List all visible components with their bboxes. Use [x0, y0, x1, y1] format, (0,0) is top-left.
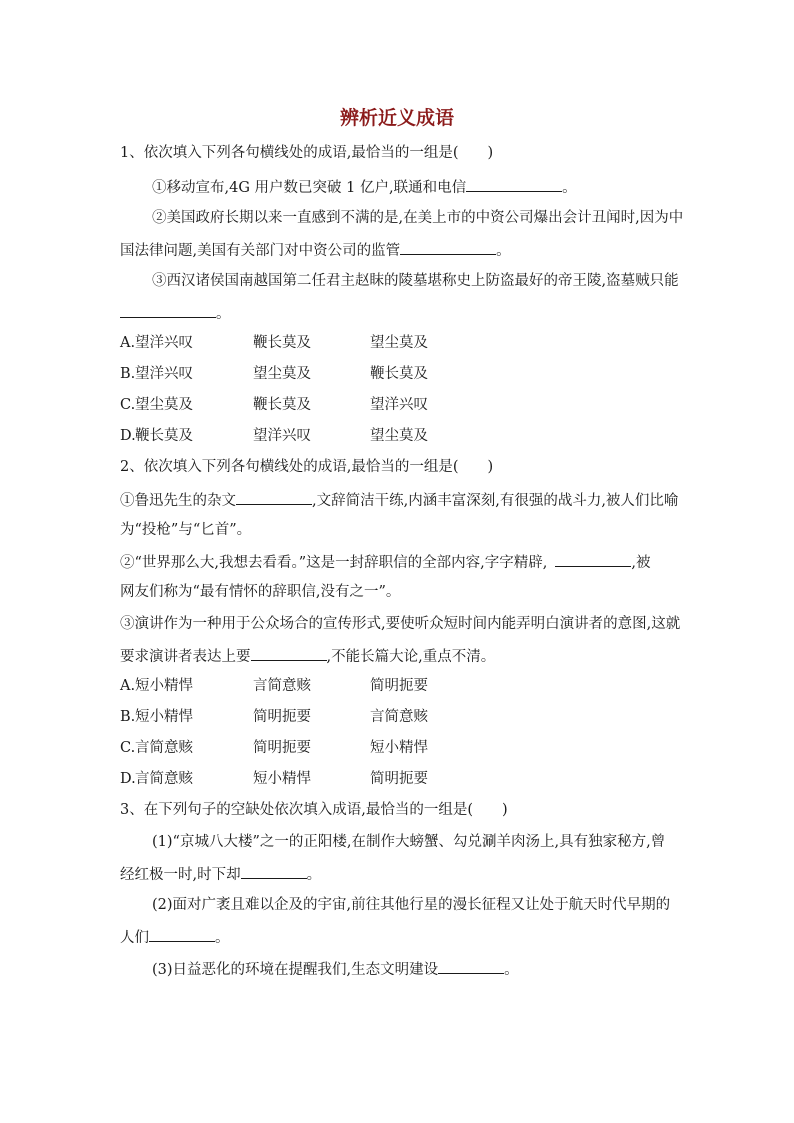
question-1-stem: 1、依次填入下列各句横线处的成语,最恰当的一组是( ) — [120, 145, 494, 161]
option-idiom-2: 鞭长莫及 — [253, 397, 311, 413]
option-label: A. — [120, 678, 136, 694]
option-label: B. — [120, 366, 136, 382]
q2-s3-blank — [251, 644, 327, 661]
option-label: A. — [120, 335, 136, 351]
q3-s2-text: 人们 — [120, 930, 149, 946]
option-idiom-2: 望洋兴叹 — [253, 428, 311, 444]
q2-s2-text: ②“世界那么大,我想去看看。”这是一封辞职信的全部内容,字字精辟, — [120, 555, 548, 571]
q3-s2-blank — [149, 925, 215, 942]
q2-sentence-1-line-1 — [120, 488, 678, 512]
q2-s2-rest: ,被 — [631, 555, 651, 571]
q3-sentence-1-line-2 — [120, 862, 321, 886]
q2-sentence-2-line-2: 网友们称为“最有情怀的辞职信,没有之一”。 — [120, 584, 401, 600]
q2-sentence-3-line-1: ③演讲作为一种用于公众场合的宣传形式,要使听众短时间内能弄明白演讲者的意图,这就 — [120, 616, 681, 632]
q3-s2-end: 。 — [215, 930, 230, 946]
page-title: 辨析近义成语 — [339, 107, 454, 129]
option-idiom-1: 望尘莫及 — [135, 397, 193, 413]
option-idiom-1: 短小精悍 — [135, 678, 193, 694]
option-idiom-3: 简明扼要 — [370, 771, 428, 787]
option-label: D. — [120, 428, 136, 444]
q2-s1-blank — [236, 488, 312, 505]
q2-s1-rest: ,文辞简洁干练,内涵丰富深刻,有很强的战斗力,被人们比喻 — [312, 493, 679, 509]
option-idiom-2: 言简意赅 — [253, 678, 311, 694]
q3-s3-blank — [438, 957, 504, 974]
option-idiom-2: 简明扼要 — [253, 740, 311, 756]
option-idiom-3: 简明扼要 — [370, 678, 428, 694]
question-3-stem: 3、在下列句子的空缺处依次填入成语,最恰当的一组是( ) — [120, 802, 508, 818]
option-idiom-3: 望尘莫及 — [370, 428, 428, 444]
q3-sentence-1-line-1: (1)“京城八大楼”之一的正阳楼,在制作大螃蟹、勾兑涮羊肉汤上,具有独家秘方,曾 — [152, 834, 666, 850]
q3-s1-end: 。 — [306, 867, 322, 883]
q1-s3-blank — [120, 301, 216, 318]
option-label: D. — [120, 771, 136, 787]
q1-s2-blank — [400, 238, 496, 255]
option-idiom-3: 望尘莫及 — [370, 335, 428, 351]
q2-s3-rest: ,不能长篇大论,重点不清。 — [326, 649, 496, 665]
option-idiom-2: 鞭长莫及 — [253, 335, 311, 351]
option-idiom-1: 言简意赅 — [135, 771, 193, 787]
option-idiom-1: 望洋兴叹 — [135, 366, 193, 382]
option-idiom-3: 鞭长莫及 — [370, 366, 428, 382]
q3-sentence-2-line-2 — [120, 925, 230, 949]
option-idiom-3: 言简意赅 — [370, 709, 428, 725]
option-label: C. — [120, 397, 136, 413]
q1-sentence-1 — [152, 175, 577, 199]
q3-sentence-2-line-1: (2)面对广袤且难以企及的宇宙,前往其他行星的漫长征程又让处于航天时代早期的 — [152, 897, 671, 913]
q1-sentence-3-line-2 — [120, 301, 231, 325]
option-idiom-2: 望尘莫及 — [253, 366, 311, 382]
q1-s1-text: ①移动宣布,4G 用户数已突破 1 亿户,联通和电信 — [152, 180, 467, 196]
q1-s1-blank — [466, 175, 562, 192]
option-idiom-1: 短小精悍 — [135, 709, 193, 725]
q1-s3-end: 。 — [216, 306, 231, 322]
q3-s1-blank — [241, 862, 307, 879]
q3-s3-text: (3)日益恶化的环境在提醒我们,生态文明建设 — [152, 962, 439, 978]
q2-s3-text: 要求演讲者表达上要 — [120, 649, 251, 665]
q2-s1-text: ①鲁迅先生的杂文 — [120, 493, 236, 509]
q3-sentence-3 — [152, 957, 519, 981]
option-idiom-2: 简明扼要 — [253, 709, 311, 725]
question-2-stem: 2、依次填入下列各句横线处的成语,最恰当的一组是( ) — [120, 459, 494, 475]
q1-s2-text: 国法律问题,美国有关部门对中资公司的监管 — [120, 243, 401, 259]
option-idiom-3: 短小精悍 — [370, 740, 428, 756]
q2-sentence-1-line-2: 为“投枪”与“匕首”。 — [120, 522, 252, 538]
q1-sentence-3-line-1: ③西汉诸侯国南越国第二任君主赵眜的陵墓堪称史上防盗最好的帝王陵,盗墓贼只能 — [152, 273, 679, 289]
q1-sentence-2-line-2 — [120, 238, 511, 262]
option-label: C. — [120, 740, 136, 756]
q2-sentence-2-line-1 — [120, 550, 651, 574]
q3-s3-end: 。 — [504, 962, 519, 978]
q3-s1-text: 经红极一时,时下却 — [120, 867, 241, 883]
q2-sentence-3-line-2 — [120, 644, 495, 668]
option-idiom-1: 望洋兴叹 — [135, 335, 193, 351]
q1-sentence-2-line-1: ②美国政府长期以来一直感到不满的是,在美上市的中资公司爆出会计丑闻时,因为中 — [152, 210, 684, 226]
option-idiom-1: 言简意赅 — [135, 740, 193, 756]
option-label: B. — [120, 709, 136, 725]
q1-s2-end: 。 — [496, 243, 511, 259]
q1-s1-end: 。 — [562, 180, 577, 196]
q2-s2-blank — [555, 550, 631, 567]
option-idiom-2: 短小精悍 — [253, 771, 311, 787]
option-idiom-3: 望洋兴叹 — [370, 397, 428, 413]
option-idiom-1: 鞭长莫及 — [135, 428, 193, 444]
